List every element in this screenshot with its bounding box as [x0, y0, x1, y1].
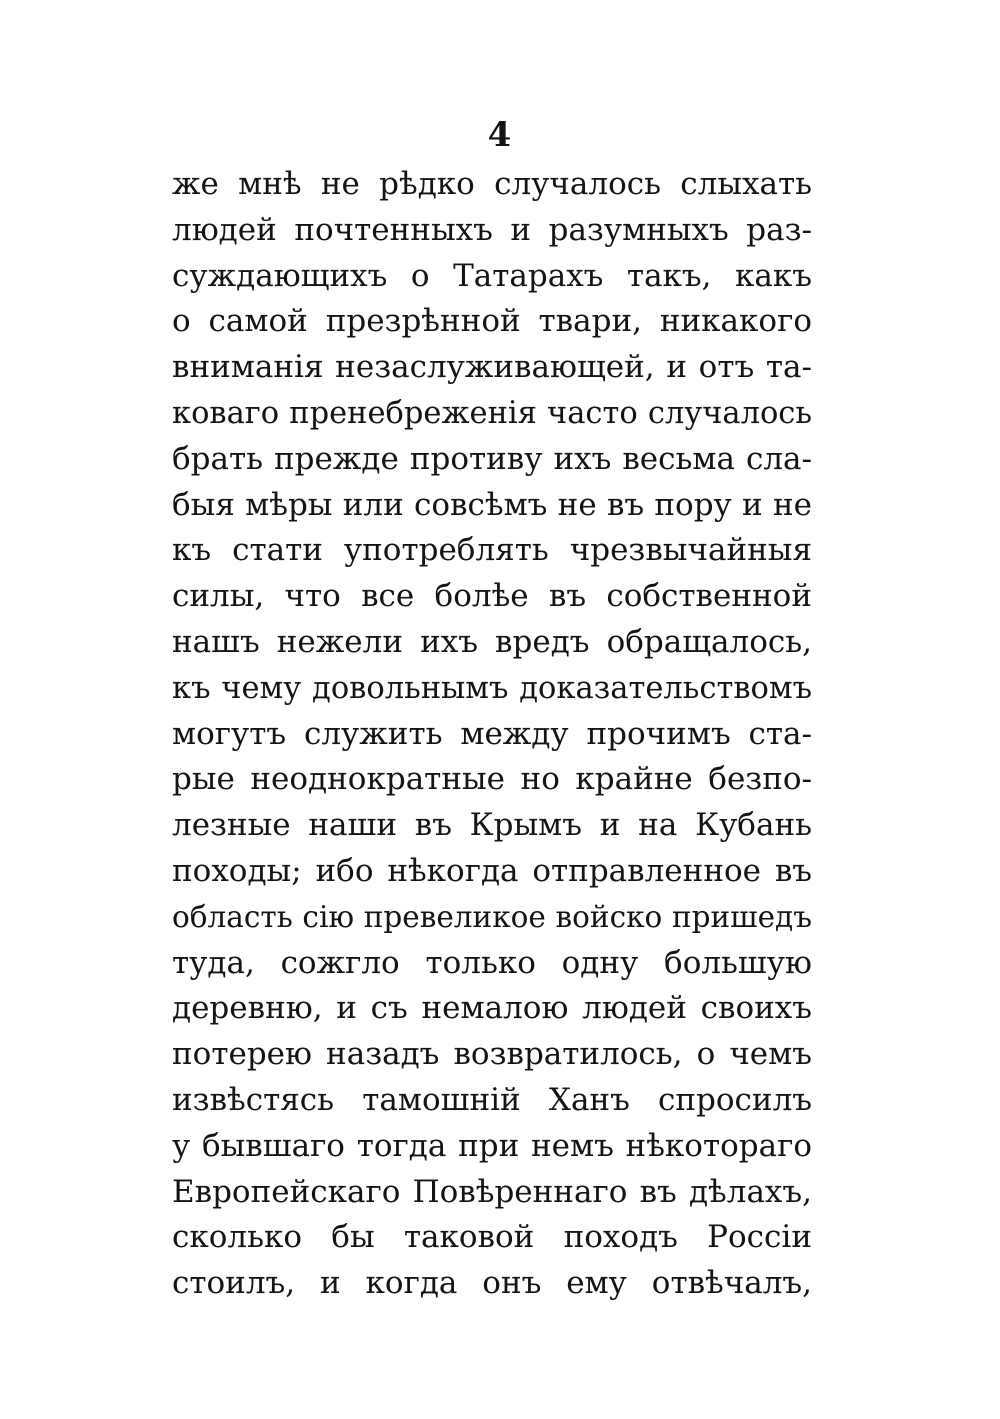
text-line: стоилъ, и когда онъ ему отвѣчалъ, — [172, 1265, 812, 1302]
text-line: Европейскаго Повѣреннаго въ дѣлахъ, — [172, 1173, 812, 1210]
text-line: суждающихъ о Татарахъ такъ, какъ — [172, 257, 812, 294]
text-line: силы, что все болѣе въ собственной — [172, 578, 812, 615]
body-text — [172, 162, 812, 1307]
text-line: брать прежде противу ихъ весьма сла- — [172, 440, 812, 477]
text-line: у бывшаго тогда при немъ нѣкотораго — [172, 1127, 812, 1164]
page-number: 4 — [487, 115, 513, 155]
text-line: нашъ нежели ихъ вредъ обращалось, — [172, 623, 812, 660]
text-line: къ стати употреблять чрезвычайныя — [172, 532, 812, 569]
text-line: деревню, и съ немалою людей своихъ — [172, 990, 812, 1027]
text-line: рые неоднократные но крайне безпо- — [172, 761, 812, 798]
text-line: область сію превеликое войско пришедъ — [172, 899, 812, 934]
text-line: лезные наши въ Крымъ и на Кубань — [172, 807, 812, 844]
text-line: сколько бы таковой походъ Россіи — [172, 1219, 812, 1256]
text-line: туда, сожгло только одну большую — [172, 944, 812, 981]
text-line: потерею назадъ возвратилось, о чемъ — [172, 1036, 812, 1073]
text-line: о самой презрѣнной твари, никакого — [172, 303, 812, 340]
text-line: походы; ибо нѣкогда отправленное въ — [172, 852, 812, 889]
text-line: людей почтенныхъ и разумныхъ раз- — [172, 211, 812, 248]
text-line: коваго пренебреженія часто случалось — [172, 395, 812, 431]
text-line: быя мѣры или совсѣмъ не въ пору и не — [172, 486, 812, 523]
text-line: вниманія незаслуживающей, и отъ та- — [172, 349, 812, 386]
text-line: къ чему довольнымъ доказательствомъ — [172, 670, 812, 706]
text-line: могутъ служить между прочимъ ста- — [172, 715, 812, 752]
text-line: же мнѣ не рѣдко случалось слыхать — [172, 166, 812, 202]
text-line: извѣстясь тамошній Ханъ спросилъ — [172, 1081, 812, 1118]
